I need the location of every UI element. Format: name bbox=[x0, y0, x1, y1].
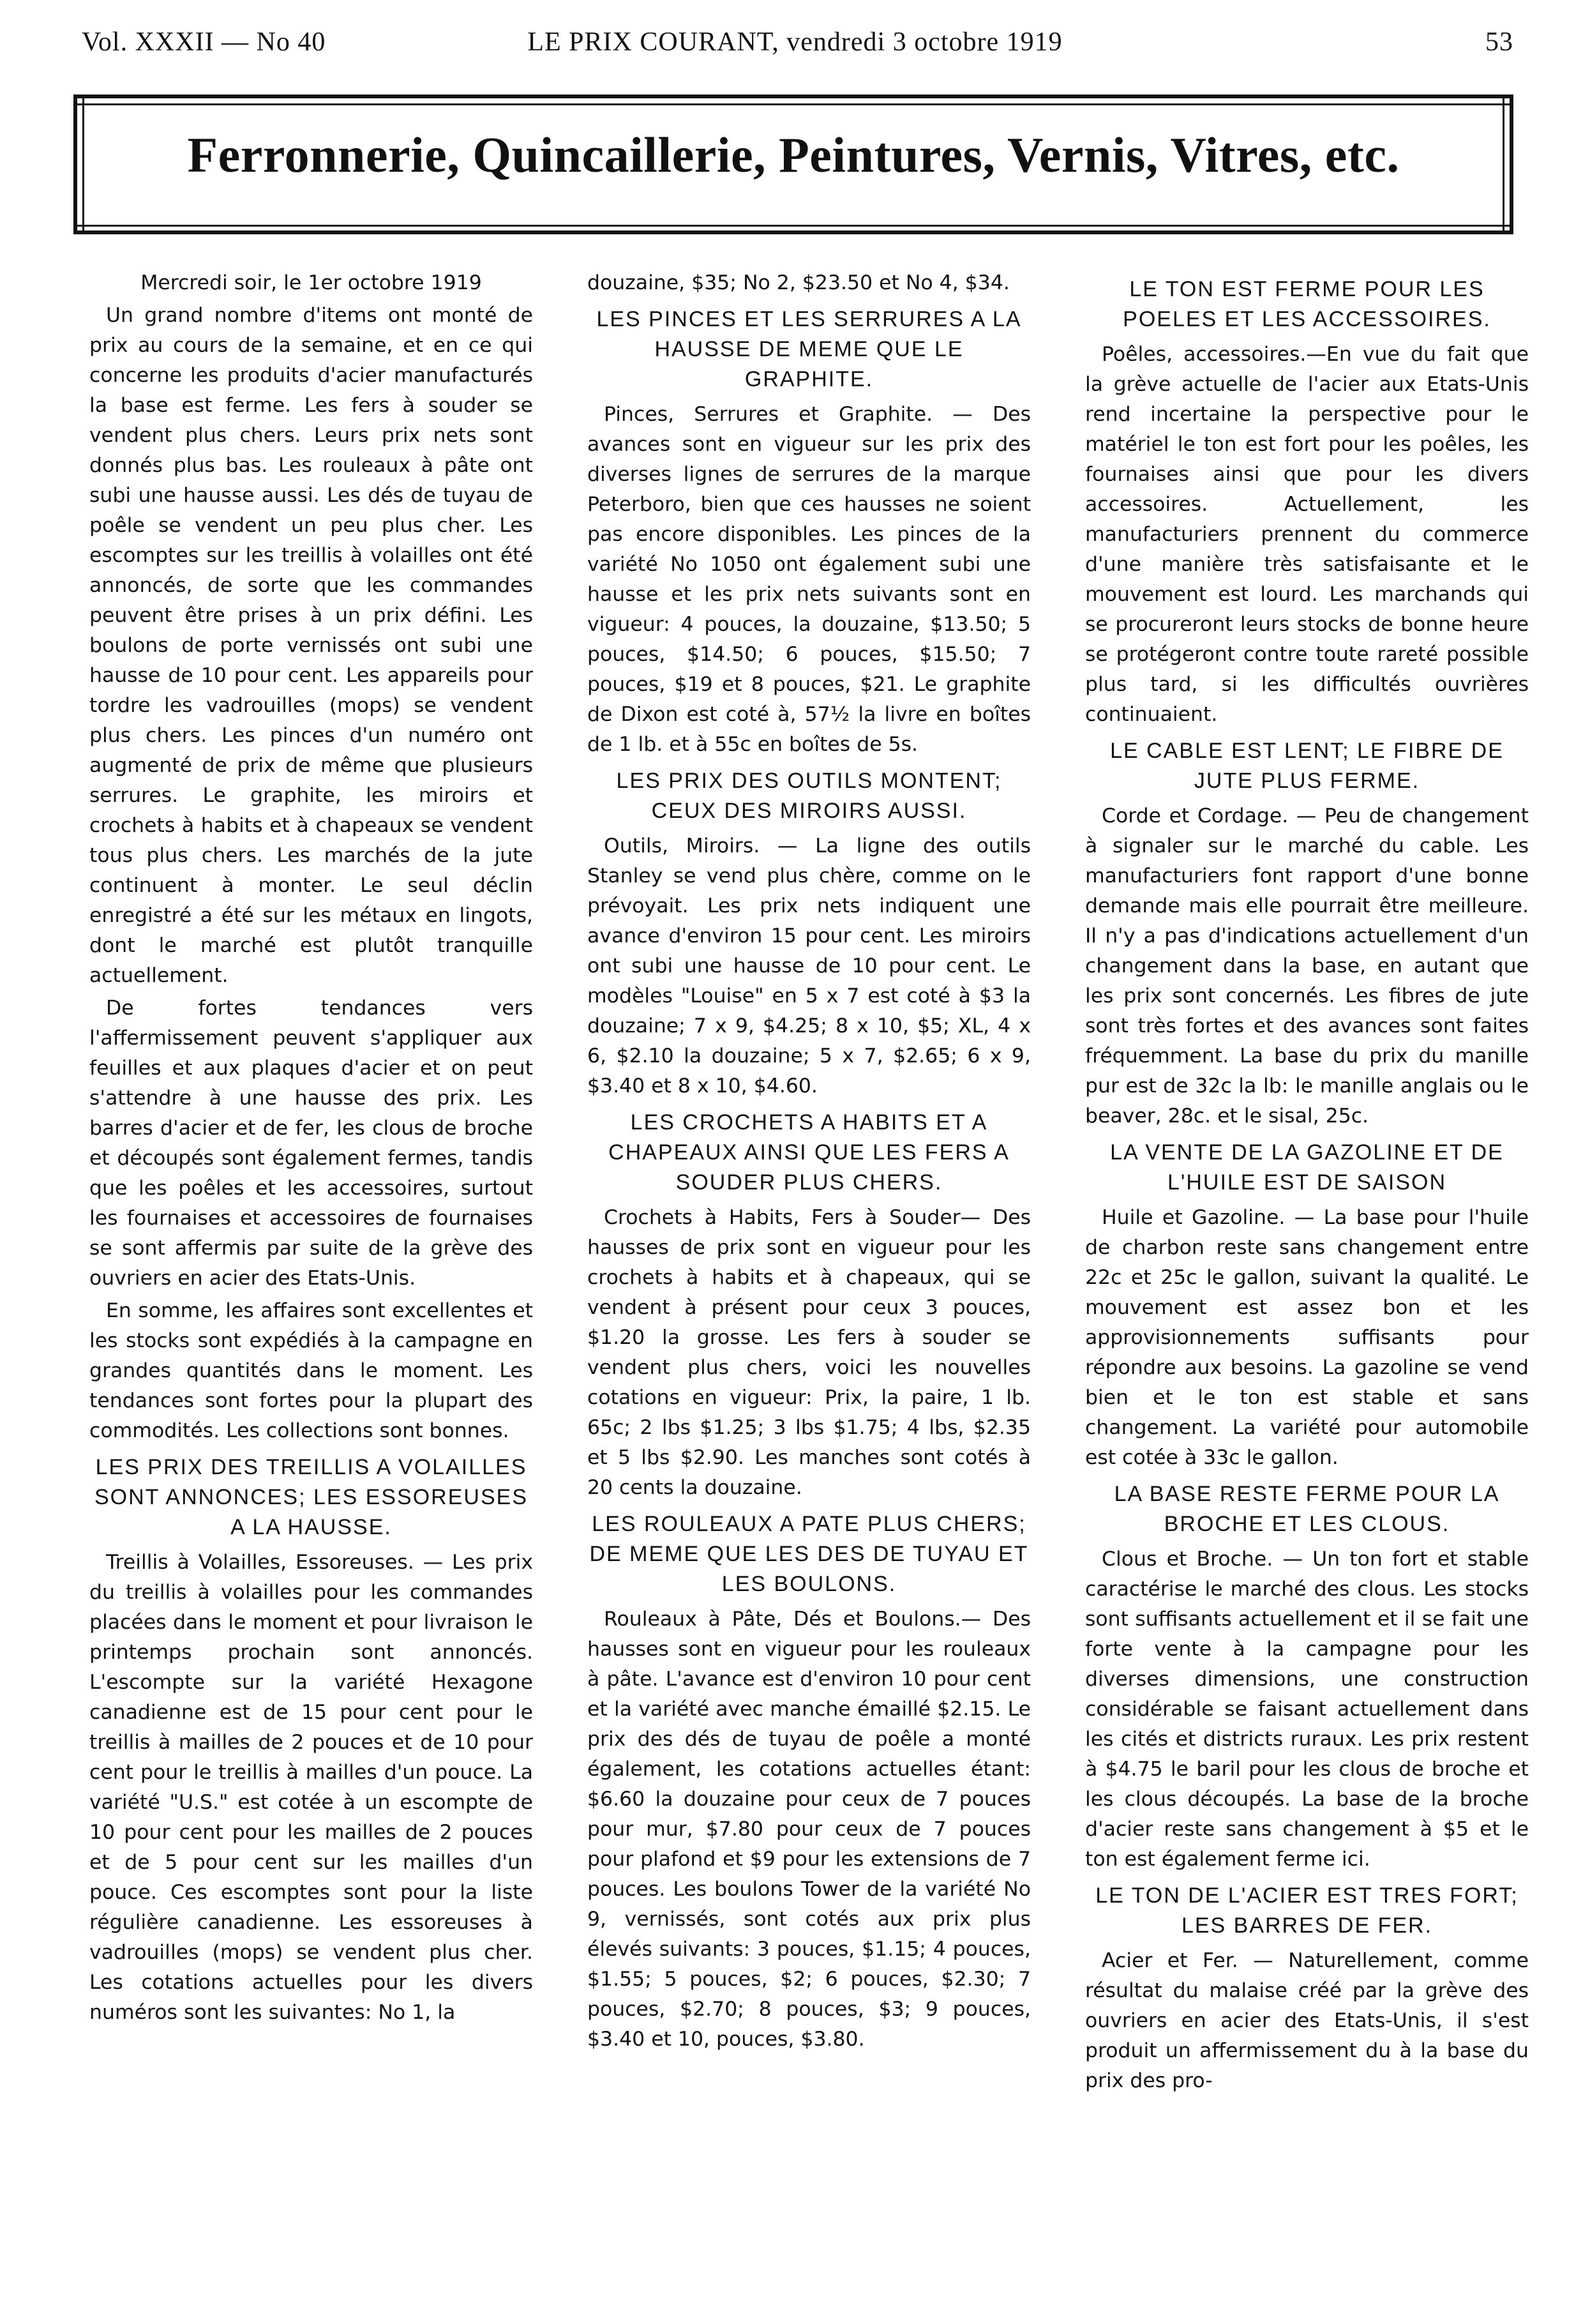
paragraph: Un grand nombre d'items ont monté de prix au cours de la semaine, et en ce qui concerne les produits d'acier manufacturés la base est ferme. Les fers à souder se vendent plus chers. Leurs prix nets sont donnés plus bas. Les rouleaux à pâte ont subi une hausse aussi. Les dés de tuyau de poêle se vendent un peu plus cher. Les escomptes sur les treillis à volailles ont été annoncés, de sorte que les commandes peuvent être prises à un prix défini. Les boulons de porte vernissés ont subi une hausse de 10 pour cent. Les appareils pour tordre les vadrouilles (mops) se vendent plus chers. Les pinces d'un numéro ont augmenté de prix de même que plusieurs serrures. Le graphite, les miroirs et crochets à habits et à chapeaux se vendent tous plus chers. Les marchés de la jute continuent à monter. Le seul déclin enregistré a été sur les métaux en lingots, dont le marché est plutôt tranquille actuellement. bbox=[89, 304, 533, 987]
paragraph: Poêles, accessoires.—En vue du fait que la grève actuelle de l'acier aux Etats-Unis rend incertaine la perspective pour le matériel le ton est fort pour les poêles, les fournaises ainsi que pour les divers accessoires. Actuellement, les manufacturiers prennent du commerce d'une manière très satisfaisante et le mouvement est lourd. Les marchands qui se procureront leurs stocks de bonne heure se protégeront contre toute rareté possible plus tard, si les difficultés ouvrières continuaient. bbox=[1085, 343, 1529, 726]
paragraph: Outils, Miroirs. — La ligne des outils Stanley se vend plus chère, comme on le prévoyait. Les prix nets indiquent une avance d'environ 15 pour cent. Les miroirs ont subi une hausse de 10 pour cent. Le modèles "Louise" en 5 x 7 est coté à $3 la douzaine; 7 x 9, $4.25; 8 x 10, $5; XL, 4 x 6, $2.10 la douzaine; 5 x 7, $2.65; 6 x 9, $3.40 et 8 x 10, $4.60. bbox=[587, 834, 1031, 1098]
paragraph-continued: douzaine, $35; No 2, $23.50 et No 4, $34. bbox=[587, 271, 1010, 294]
frame-rule-bottom-thin bbox=[73, 225, 1513, 227]
section-title-frame bbox=[73, 94, 1513, 239]
paragraph: Crochets à Habits, Fers à Souder— Des hausses de prix sont en vigueur pour les crochets à habits et à chapeaux, qui se vendent à présent pour ceux 3 pouces, $1.20 la grosse. Les fers à souder se vendent plus chers, voici les nouvelles cotations en vigueur: Prix, la paire, 1 lb. 65c; 2 lbs $1.25; 3 lbs $1.75; 4 lbs, $2.35 et 5 lbs $2.90. Les manches sont cotés à 20 cents la douzaine. bbox=[587, 1206, 1031, 1499]
volume-number: Vol. XXXII — No 40 bbox=[82, 27, 326, 57]
article-heading: LA BASE RESTE FERME POUR LA BROCHE ET LES CLOUS. bbox=[1114, 1482, 1500, 1536]
paragraph: Clous et Broche. — Un ton fort et stable caractérise le marché des clous. Les stocks sont suffisants actuellement et il se fait une forte vente à la campagne pour les diverses dimensions, une construction considérable se faisant actuellement dans les cités et districts ruraux. Les prix restent à $4.75 le baril pour les clous de broche et les clous découpés. La base de la broche d'acier reste sans changement à $5 et le ton est également ferme ici. bbox=[1085, 1548, 1529, 1871]
article-heading: LES PRIX DES OUTILS MONTENT; CEUX DES MIROIRS AUSSI. bbox=[616, 769, 1002, 823]
page-number: 53 bbox=[1485, 27, 1513, 57]
article-heading: LA VENTE DE LA GAZOLINE ET DE L'HUILE EST DE SAISON bbox=[1110, 1140, 1504, 1195]
article-heading: LE CABLE EST LENT; LE FIBRE DE JUTE PLUS FERME. bbox=[1110, 739, 1504, 793]
article-heading: LES CROCHETS A HABITS ET A CHAPEAUX AINSI QUE LES FERS A SOUDER PLUS CHERS. bbox=[608, 1110, 1010, 1195]
dateline: Mercredi soir, le 1er octobre 1919 bbox=[140, 271, 482, 294]
paragraph: En somme, les affaires sont excellentes et les stocks sont expédiés à la campagne en grandes quantités dans le moment. Les tendances sont fortes pour la plupart des commodités. Les collections sont bonnes. bbox=[89, 1299, 533, 1442]
article-heading: LE TON EST FERME POUR LES POELES ET LES ACCESSOIRES. bbox=[1123, 277, 1491, 331]
frame-rule-top-thick bbox=[73, 94, 1513, 98]
paragraph: Rouleaux à Pâte, Dés et Boulons.— Des hausses sont en vigueur pour les rouleaux à pâte. L'avance est d'environ 10 pour cent et la variété avec manche émaillé $2.15. Le prix des dés de tuyau de poêle a monté également, les cotations actuelles étant: $6.60 la douzaine pour ceux de 7 pouces pour mur, $7.80 pour ceux de 7 pouces pour plafond et $9 pour les extensions de 7 pouces. Les boulons Tower de la variété No 9, vernissés, sont cotés aux prix plus élevés suivants: 3 pouces, $1.15; 4 pouces, $1.55; 5 pouces, $2; 6 pouces, $2.30; 7 pouces, $2.70; 8 pouces, $3; 9 pouces, $3.40 et 10, pouces, $3.80. bbox=[587, 1608, 1031, 2051]
column-2 bbox=[587, 268, 1031, 2298]
running-header bbox=[0, 27, 1590, 65]
paragraph: Huile et Gazoline. — La base pour l'huile de charbon reste sans changement entre 22c et 25c le gallon, suivant la qualité. Le mouvement est assez bon et les approvisionnements suffisants pour répondre aux besoins. La gazoline se vend bien et le ton est stable et sans changement. La variété pour automobile est cotée à 33c le gallon. bbox=[1085, 1206, 1529, 1469]
article-heading: LES PINCES ET LES SERRURES A LA HAUSSE DE MEME QUE LE GRAPHITE. bbox=[596, 307, 1022, 391]
section-title: Ferronnerie, Quincaillerie, Peintures, Vernis, Vitres, etc. bbox=[187, 127, 1400, 183]
paragraph: Acier et Fer. — Naturellement, comme résultat du malaise créé par la grève des ouvriers en acier des Etats-Unis, il s'est produit un affermissement du à la base du prix des pro- bbox=[1085, 1949, 1529, 2092]
paragraph: Treillis à Volailles, Essoreuses. — Les prix du treillis à volailles pour les commandes placées dans le moment et pour livraison le printemps prochain sont annoncés. L'escompte sur la variété Hexagone canadienne est de 15 pour cent pour le treillis à mailles de 2 pouces et de 10 pour cent pour le treillis à mailles d'un pouce. La variété "U.S." est cotée à un escompte de 10 pour cent pour les mailles de 2 pouces et de 5 pour cent sur les mailles d'un pouce. Ces escomptes sont pour la liste régulière canadienne. Les essoreuses à vadrouilles (mops) se vendent plus cher. Les cotations actuelles pour les divers numéros sont les suivantes: No 1, la bbox=[89, 1551, 533, 2024]
article-heading: LE TON DE L'ACIER EST TRES FORT; LES BARRES DE FER. bbox=[1095, 1883, 1519, 1938]
paragraph: De fortes tendances vers l'affermissement peuvent s'appliquer aux feuilles et aux plaques d'acier et on peut s'attendre à une hausse des prix. Les barres d'acier et de fer, les clous de broche et découpés sont également fermes, tandis que les poêles et les accessoires, surtout les fournaises et accessoires de fournaises se sont affermis par suite de la grève des ouvriers en acier des Etats-Unis. bbox=[89, 997, 533, 1290]
column-1 bbox=[89, 268, 533, 2298]
frame-rule-top-thin bbox=[73, 103, 1513, 105]
column-3 bbox=[1085, 268, 1529, 2298]
publication-title-date: LE PRIX COURANT, vendredi 3 octobre 1919 bbox=[527, 27, 1063, 57]
article-heading: LES ROULEAUX A PATE PLUS CHERS; DE MEME QUE LES DES DE TUYAU ET LES BOULONS. bbox=[589, 1512, 1029, 1596]
paragraph: Pinces, Serrures et Graphite. — Des avances sont en vigueur sur les prix des diverses lignes de serrures de la marque Peterboro, bien que ces hausses ne soient pas encore disponibles. Les pinces de la variété No 1050 ont également subi une hausse et les prix nets suivants sont en vigueur: 4 pouces, la douzaine, $13.50; 5 pouces, $14.50; 6 pouces, $15.50; 7 pouces, $19 et 8 pouces, $21. Le graphite de Dixon est coté à, 57½ la livre en boîtes de 1 lb. et à 55c en boîtes de 5s. bbox=[587, 403, 1031, 756]
paragraph: Corde et Cordage. — Peu de changement à signaler sur le marché du cable. Les manufacturiers font rapport d'une bonne demande mais elle pourrait être meilleure. Il n'y a pas d'indications actuellement d'un changement dans la base, en autant que les prix sont concernés. Les fibres de jute sont très fortes et des avances sont faites fréquemment. La base du prix du manille pur est de 32c la lb: le manille anglais ou le beaver, 28c. et le sisal, 25c. bbox=[1085, 804, 1529, 1128]
article-heading: LES PRIX DES TREILLIS A VOLAILLES SONT ANNONCES; LES ESSOREUSES A LA HAUSSE. bbox=[94, 1455, 528, 1539]
frame-rule-bottom-thick bbox=[73, 230, 1513, 234]
